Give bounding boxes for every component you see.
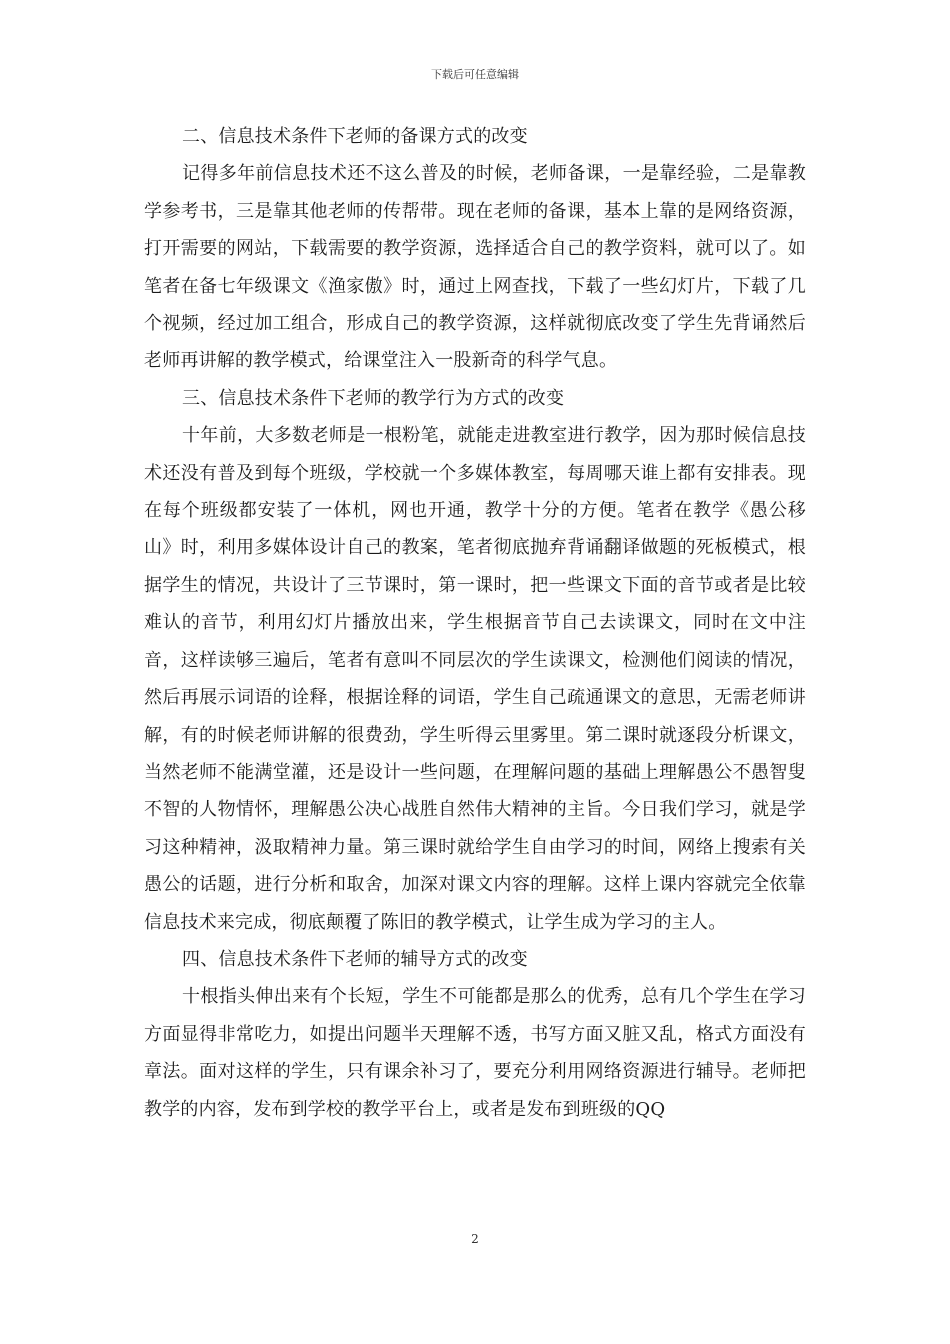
document-body <box>144 118 806 1128</box>
paragraph: 记得多年前信息技术还不这么普及的时候，老师备课，一是靠经验，二是靠教学参考书，三是靠其他老师的传帮带。现在老师的备课，基本上靠的是网络资源，打开需要的网站，下载需要的教学资源，选择适合自己的教学资料，就可以了。如笔者在备七年级课文《渔家傲》时，通过上网查找，下载了一些幻灯片，下载了几个视频，经过加工组合，形成自己的教学资源，这样就彻底改变了学生先背诵然后老师再讲解的教学模式，给课堂注入一股新奇的科学气息。 <box>144 163 806 372</box>
section-heading-3: 三、信息技术条件下老师的教学行为方式的改变 <box>182 387 565 409</box>
paragraph: 十根指头伸出来有个长短，学生不可能都是那么的优秀，总有几个学生在学习方面显得非常吃力，如提出问题半天理解不透，书写方面又脏又乱，格式方面没有章法。面对这样的学生，只有课余补习了，要充分利用网络资源进行辅导。老师把教学的内容，发布到学校的教学平台上，或者是发布到班级的QQ <box>144 986 806 1120</box>
section-heading-2: 二、信息技术条件下老师的备课方式的改变 <box>182 126 528 147</box>
section-heading-4: 四、信息技术条件下老师的辅导方式的改变 <box>182 948 528 970</box>
page-header: 下载后可任意编辑 <box>431 68 519 81</box>
page-number: 2 <box>471 1232 479 1246</box>
paragraph: 十年前，大多数老师是一根粉笔，就能走进教室进行教学，因为那时候信息技术还没有普及到每个班级，学校就一个多媒体教室，每周哪天谁上都有安排表。现在每个班级都安装了一体机，网也开通，教学十分的方便。笔者在教学《愚公移山》时，利用多媒体设计自己的教案，笔者彻底抛弃背诵翻译做题的死板模式，根据学生的情况，共设计了三节课时，第一课时，把一些课文下面的音节或者是比较难认的音节，利用幻灯片播放出来，学生根据音节自己去读课文，同时在文中注音，这样读够三遍后，笔者有意叫不同层次的学生读课文，检测他们阅读的情况，然后再展示词语的诠释，根据诠释的词语，学生自己疏通课文的意思，无需老师讲解，有的时候老师讲解的很费劲，学生听得云里雾里。第二课时就逐段分析课文，当然老师不能满堂灌，还是设计一些问题，在理解问题的基础上理解愚公不愚智叟不智的人物情怀，理解愚公决心战胜自然伟大精神的主旨。今日我们学习，就是学习这种精神，汲取精神力量。第三课时就给学生自由学习的时间，网络上搜索有关愚公的话题，进行分析和取舍，加深对课文内容的理解。这样上课内容就完全依靠信息技术来完成，彻底颠覆了陈旧的教学模式，让学生成为学习的主人。 <box>144 425 806 933</box>
